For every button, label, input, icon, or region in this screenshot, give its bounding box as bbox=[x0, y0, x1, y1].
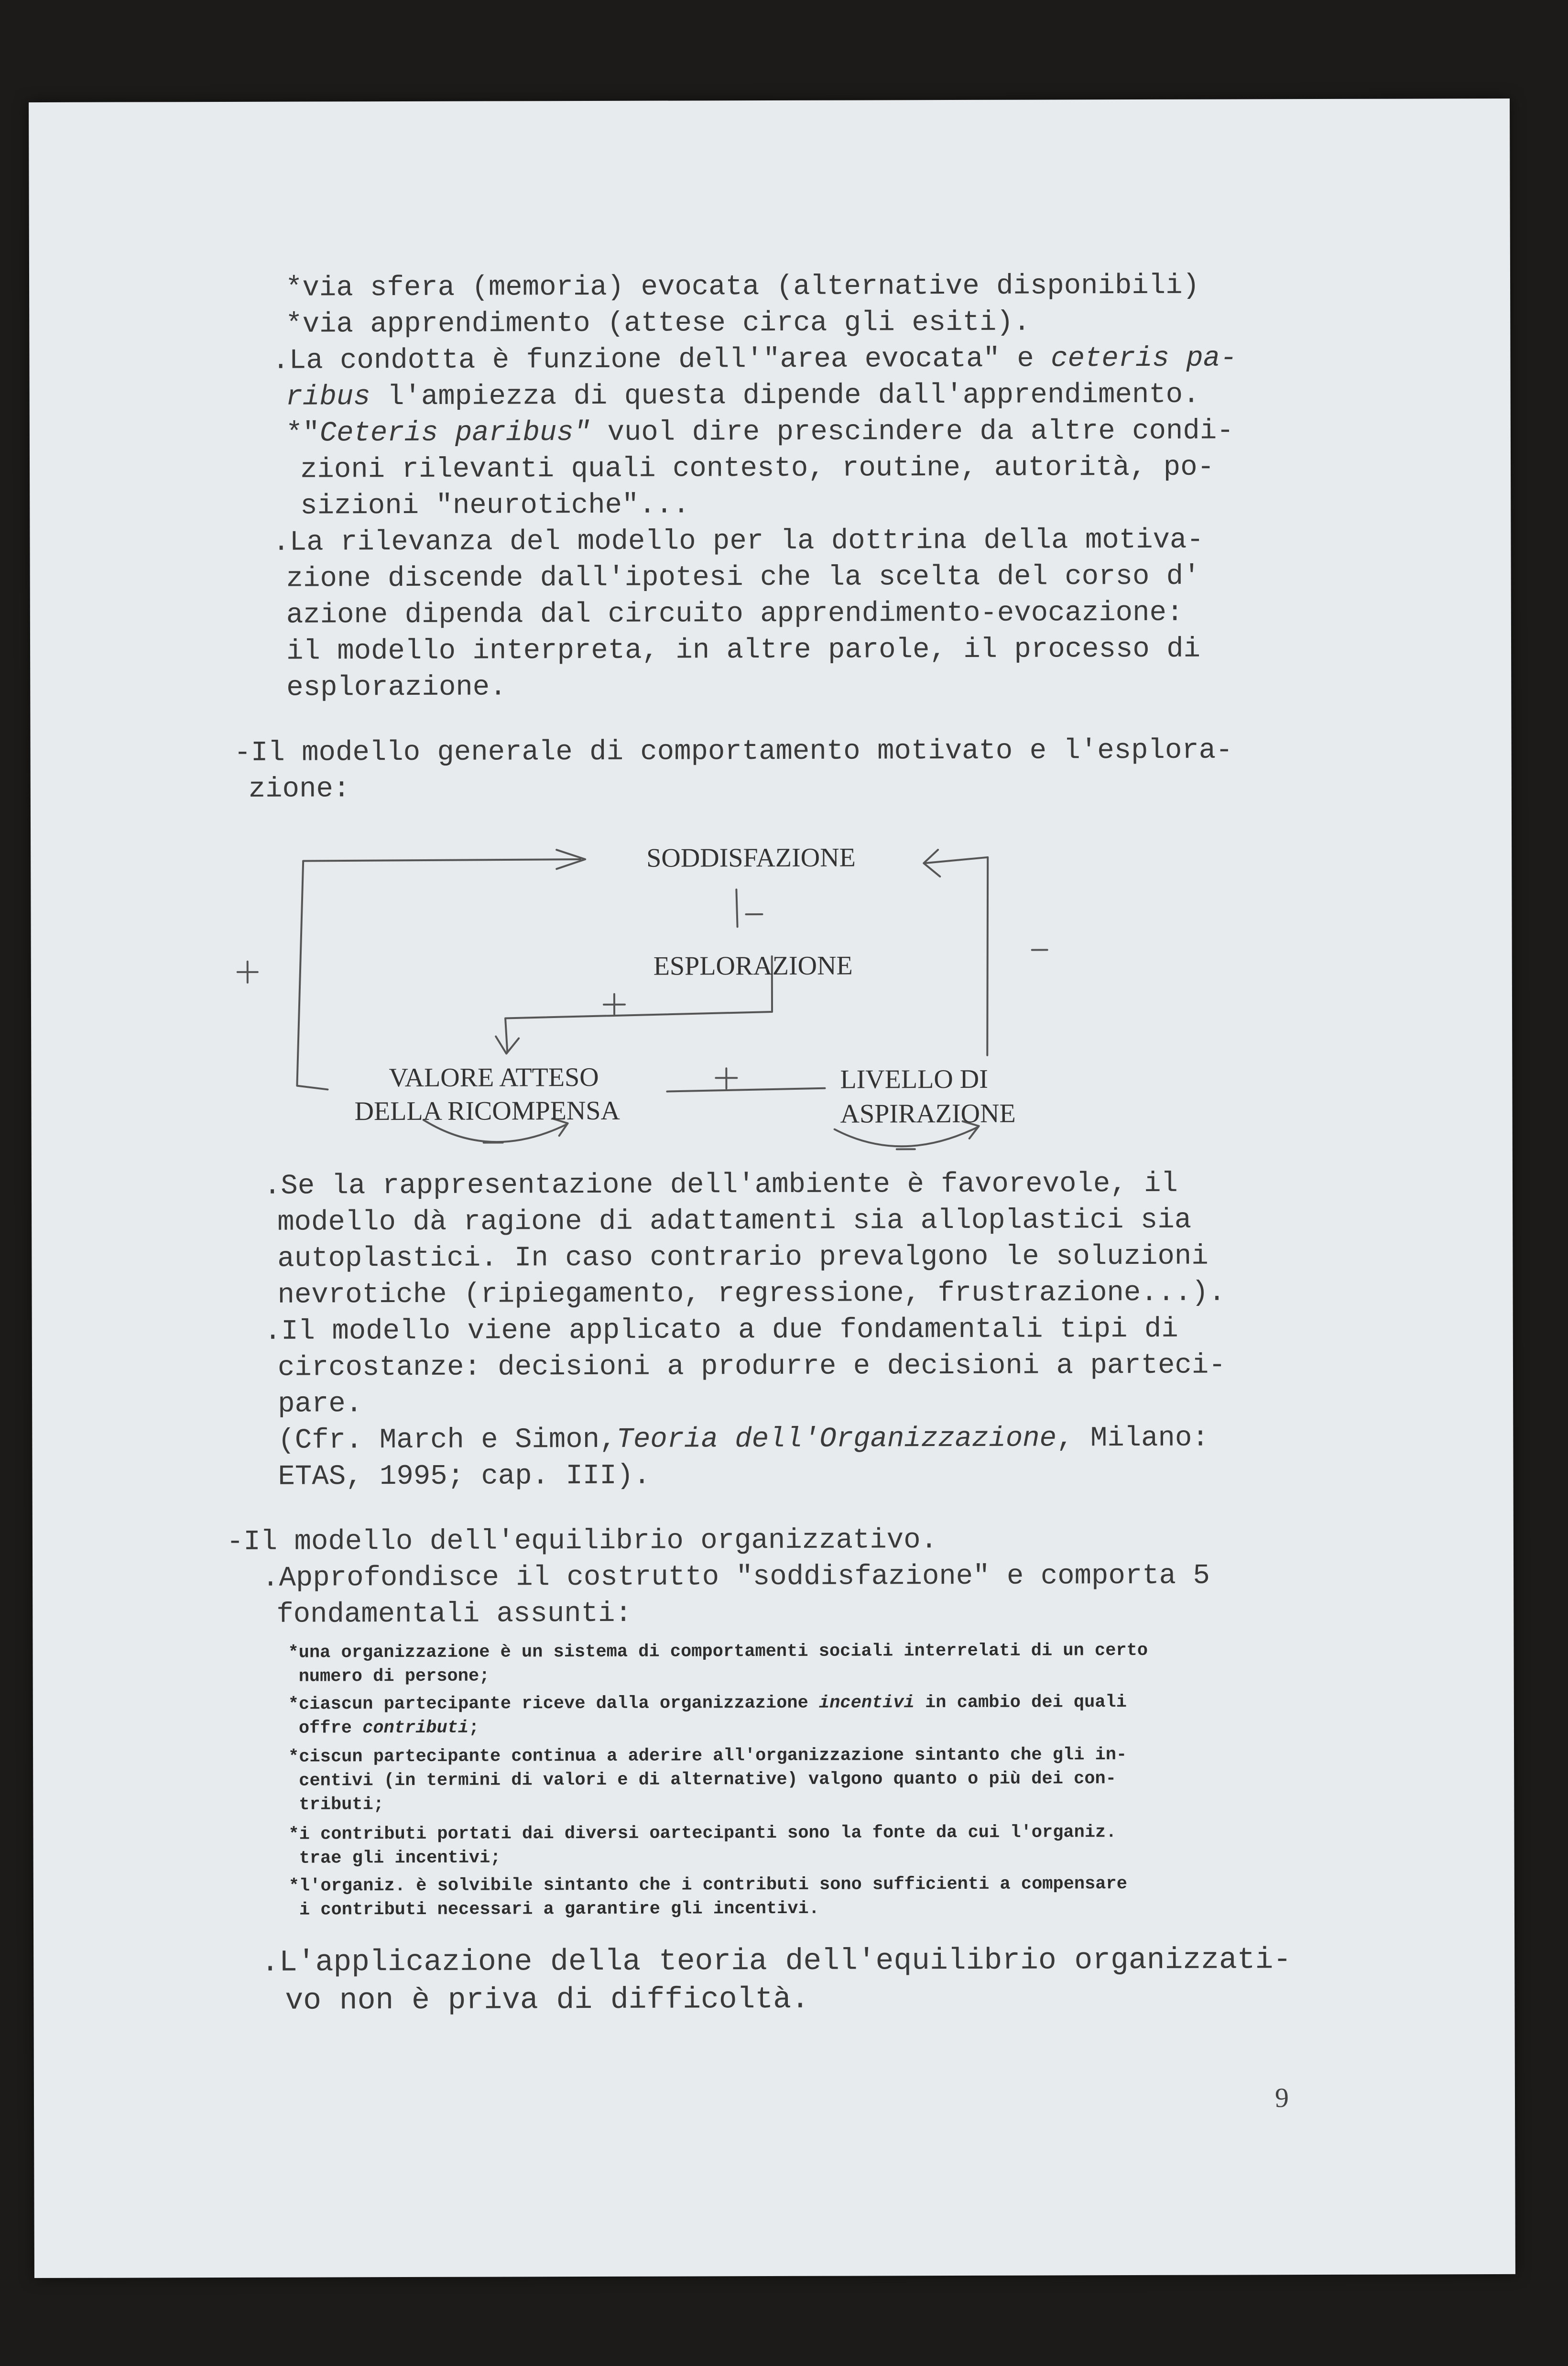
assumption-item: *i contributi portati dai diversi oartecipanti sono la fonte da cui l'organiz. bbox=[288, 1822, 1117, 1845]
connector-line bbox=[667, 1088, 825, 1092]
text-segment: (Cfr. March e Simon, bbox=[278, 1423, 617, 1457]
node-valore-atteso: DELLA RICOMPENSA bbox=[354, 1095, 621, 1127]
text-segment: , Milano: bbox=[1056, 1422, 1209, 1455]
text-line: azione dipenda dal circuito apprendimento-evocazione: bbox=[286, 596, 1184, 631]
italic-text: ribus bbox=[285, 381, 370, 413]
text-line: *via sfera (memoria) evocata (alternative disponibili) bbox=[285, 269, 1200, 304]
italic-text: ceteris pa- bbox=[1051, 342, 1237, 375]
node-soddisfazione: SODDISFAZIONE bbox=[646, 843, 856, 873]
text-line: .Il modello viene applicato a due fondamentali tipi di bbox=[264, 1313, 1178, 1347]
assumption-item bbox=[299, 1720, 479, 1738]
plus-sign bbox=[604, 994, 625, 1014]
assumption-item: i contributi necessari a garantire gli incentivi. bbox=[299, 1898, 819, 1920]
italic-text: Ceteris paribus" bbox=[319, 416, 591, 449]
text-line: pare. bbox=[278, 1388, 363, 1420]
text-segment: ; bbox=[468, 1718, 479, 1738]
text-line: autoplastici. In caso contrario prevalgono le soluzioni bbox=[277, 1240, 1209, 1275]
italic-text: incentivi bbox=[818, 1693, 915, 1713]
assumption-item: centivi (in termini di valori e di alternative) valgono quanto o più dei con- bbox=[299, 1769, 1116, 1791]
text-segment: offre bbox=[298, 1718, 363, 1739]
text-segment: l'ampiezza di questa dipende dall'apprendimento. bbox=[370, 378, 1200, 413]
node-esplorazione: ESPLORAZIONE bbox=[653, 951, 853, 981]
plus-sign bbox=[716, 1068, 737, 1088]
page-number: 9 bbox=[1274, 2082, 1289, 2114]
node-livello-aspirazione: LIVELLO DI bbox=[840, 1064, 988, 1095]
text-line: .Approfondisce il costrutto "soddisfazione" e comporta 5 bbox=[262, 1559, 1210, 1594]
assumption-item: *l'organiz. è solvibile sintanto che i contributi sono sufficienti a compensare bbox=[288, 1874, 1127, 1896]
curved-arrow bbox=[835, 1127, 978, 1147]
italic-text: Teoria dell'Organizzazione bbox=[616, 1422, 1057, 1456]
text-line: zione discende dall'ipotesi che la scelta del corso d' bbox=[286, 560, 1200, 595]
text-line: fondamentali assunti: bbox=[276, 1597, 632, 1631]
section-heading: -Il modello dell'equilibrio organizzativo. bbox=[226, 1524, 938, 1558]
citation: ETAS, 1995; cap. III). bbox=[278, 1459, 651, 1493]
text-line: zioni rilevanti quali contesto, routine, autorità, po- bbox=[300, 451, 1215, 486]
text-line: .L'applicazione della teoria dell'equilibrio organizzati- bbox=[261, 1943, 1292, 1980]
text-line: .La rilevanza del modello per la dottrina della motiva- bbox=[272, 524, 1204, 559]
citation bbox=[278, 1424, 1209, 1455]
text-line: vo non è priva di difficoltà. bbox=[285, 1982, 809, 2018]
top-arrow-line bbox=[303, 859, 580, 861]
assumption-item: trae gli incentivi; bbox=[299, 1848, 501, 1869]
plus-sign bbox=[238, 962, 258, 983]
text-segment: .La condotta è funzione dell'"area evocata" e bbox=[272, 342, 1051, 377]
text-line: circostanze: decisioni a produrre e decisioni a parteci- bbox=[277, 1349, 1226, 1384]
text-segment: *ciascun partecipante riceve dalla organizzazione bbox=[288, 1693, 819, 1715]
left-loop-line bbox=[296, 861, 327, 1089]
text-line: nevrotiche (ripiegamento, regressione, frustrazione...). bbox=[277, 1276, 1226, 1311]
assumption-item: *una organizzazione è un sistema di comportamenti sociali interrelati di un certo bbox=[288, 1640, 1148, 1663]
section-heading: -Il modello generale di comportamento motivato e l'esplora- bbox=[234, 734, 1233, 769]
text-segment: in cambio dei quali bbox=[914, 1692, 1127, 1713]
text-line: .Se la rappresentazione dell'ambiente è favorevole, il bbox=[263, 1167, 1178, 1202]
connector-line bbox=[736, 889, 737, 927]
text-segment: vuol dire prescindere da altre condi- bbox=[590, 415, 1234, 449]
text-line: esplorazione. bbox=[286, 671, 507, 704]
text-line: il modello interpreta, in altre parole, il processo di bbox=[286, 633, 1201, 668]
assumption-item: *ciscun partecipante continua a aderire all'organizzazione sintanto che gli in- bbox=[288, 1745, 1127, 1767]
right-loop-line bbox=[925, 857, 988, 1055]
document-page bbox=[29, 99, 1515, 2278]
assumption-item: tributi; bbox=[299, 1795, 384, 1815]
text-segment: *" bbox=[285, 417, 320, 449]
section-heading: zione: bbox=[248, 773, 350, 805]
text-line: sizioni "neurotiche"... bbox=[300, 489, 690, 522]
node-valore-atteso: VALORE ATTESO bbox=[389, 1062, 599, 1093]
italic-text: contributi bbox=[362, 1718, 469, 1739]
text-line: modello dà ragione di adattamenti sia alloplastici sia bbox=[277, 1204, 1192, 1238]
text-line: *via apprendimento (attese circa gli esiti). bbox=[285, 306, 1031, 340]
node-livello-aspirazione: ASPIRAZIONE bbox=[840, 1098, 1016, 1129]
assumption-item bbox=[288, 1694, 1127, 1714]
assumption-item: numero di persone; bbox=[298, 1666, 490, 1687]
